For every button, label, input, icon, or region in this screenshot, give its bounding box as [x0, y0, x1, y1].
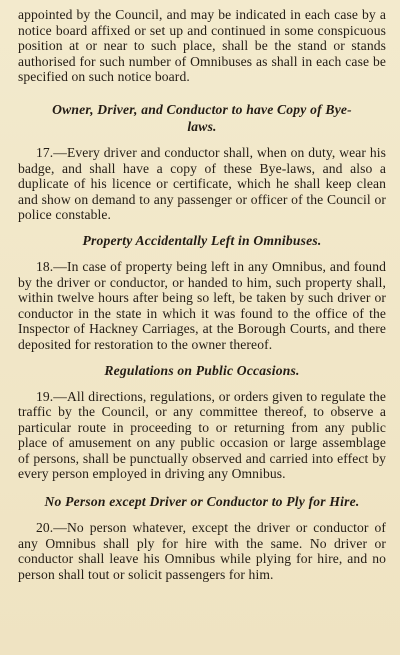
section-17-heading: Owner, Driver, and Conductor to have Copy of Bye-laws.	[52, 101, 352, 134]
section-18-body: 18.—In case of property being left in any Omnibus, and found by the driver or conductor, or handed to him, such property shall, within twelve hours after being so left, be taken by such driver or conductor in the state in which it was found to the office of the Inspector of Hackney Carriages, at the Borough Courts, and there deposited for restoration to the owner thereof.	[18, 258, 386, 352]
section-19-body: 19.—All directions, regulations, or orders given to regulate the traffic by the Council, or any committee thereof, to observe a particular route in proceeding to or returning from any public place of amusement on any public occasion or large assemblage of persons, shall be punctually observed and carried into effect by every person employed in driving any Omnibus.	[18, 388, 386, 482]
intro-paragraph: appointed by the Council, and may be indicated in each case by a notice board affixed or set up and continued in some conspicuous position at or near to such place, shall be the stand or stands authorised for such number of Omnibuses as shall in each case be specified on such notice board.	[18, 7, 386, 85]
section-17-body: 17.—Every driver and conductor shall, when on duty, wear his badge, and shall have a copy of these Bye-laws, and also a duplicate of his licence or certificate, which he shall keep clean and show on demand to any passenger or officer of the Council or police constable.	[18, 144, 386, 223]
section-19-heading: Regulations on Public Occasions.	[104, 362, 300, 378]
section-20-body: 20.—No person whatever, except the driver or conductor of any Omnibus shall ply for hire with the same. No driver or conductor shall leave his Omnibus while plying for hire, and no person shall tout or solicit passengers for him.	[18, 520, 386, 582]
section-18-heading: Property Accidentally Left in Omnibuses.	[82, 232, 322, 248]
section-20-heading: No Person except Driver or Conductor to Ply for Hire.	[44, 494, 360, 510]
